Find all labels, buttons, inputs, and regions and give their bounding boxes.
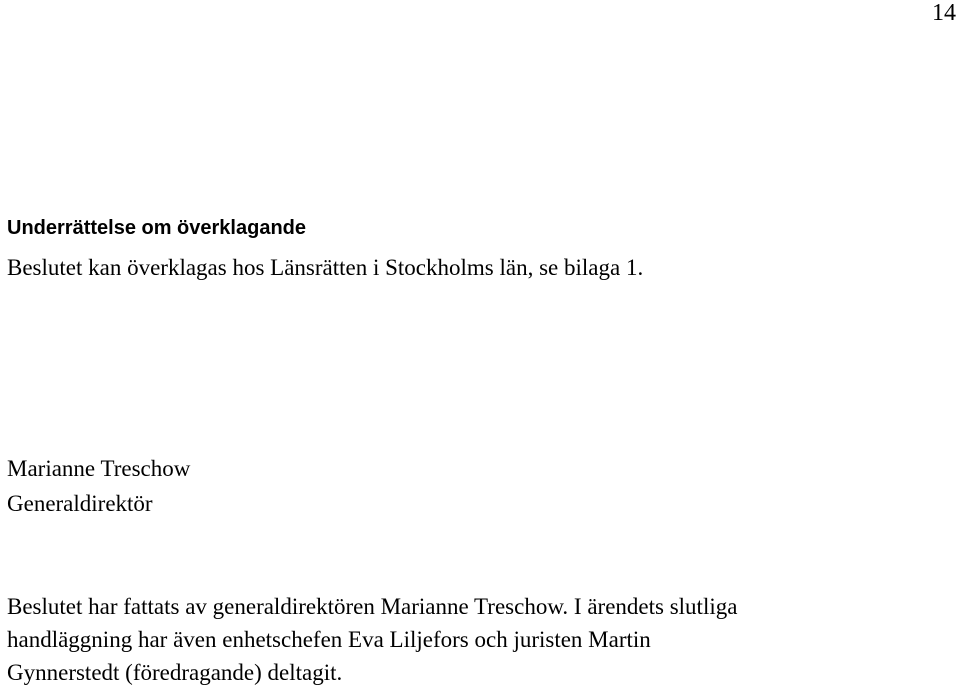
decision-line: Beslutet har fattats av generaldirektören Marianne Treschow. I ärendets slutliga xyxy=(7,594,738,619)
appeal-heading: Underrättelse om överklagande xyxy=(7,217,306,239)
page-number: 14 xyxy=(932,0,956,26)
signatory-name: Marianne Treschow xyxy=(7,456,191,481)
decision-line: handläggning har även enhetschefen Eva Liljefors och juristen Martin xyxy=(7,627,651,652)
decision-paragraph xyxy=(7,590,737,689)
signatory-title: Generaldirektör xyxy=(7,491,153,516)
decision-line: Gynnerstedt (föredragande) deltagit. xyxy=(7,660,343,685)
appeal-text: Beslutet kan överklagas hos Länsrätten i Stockholms län, se bilaga 1. xyxy=(7,255,644,280)
